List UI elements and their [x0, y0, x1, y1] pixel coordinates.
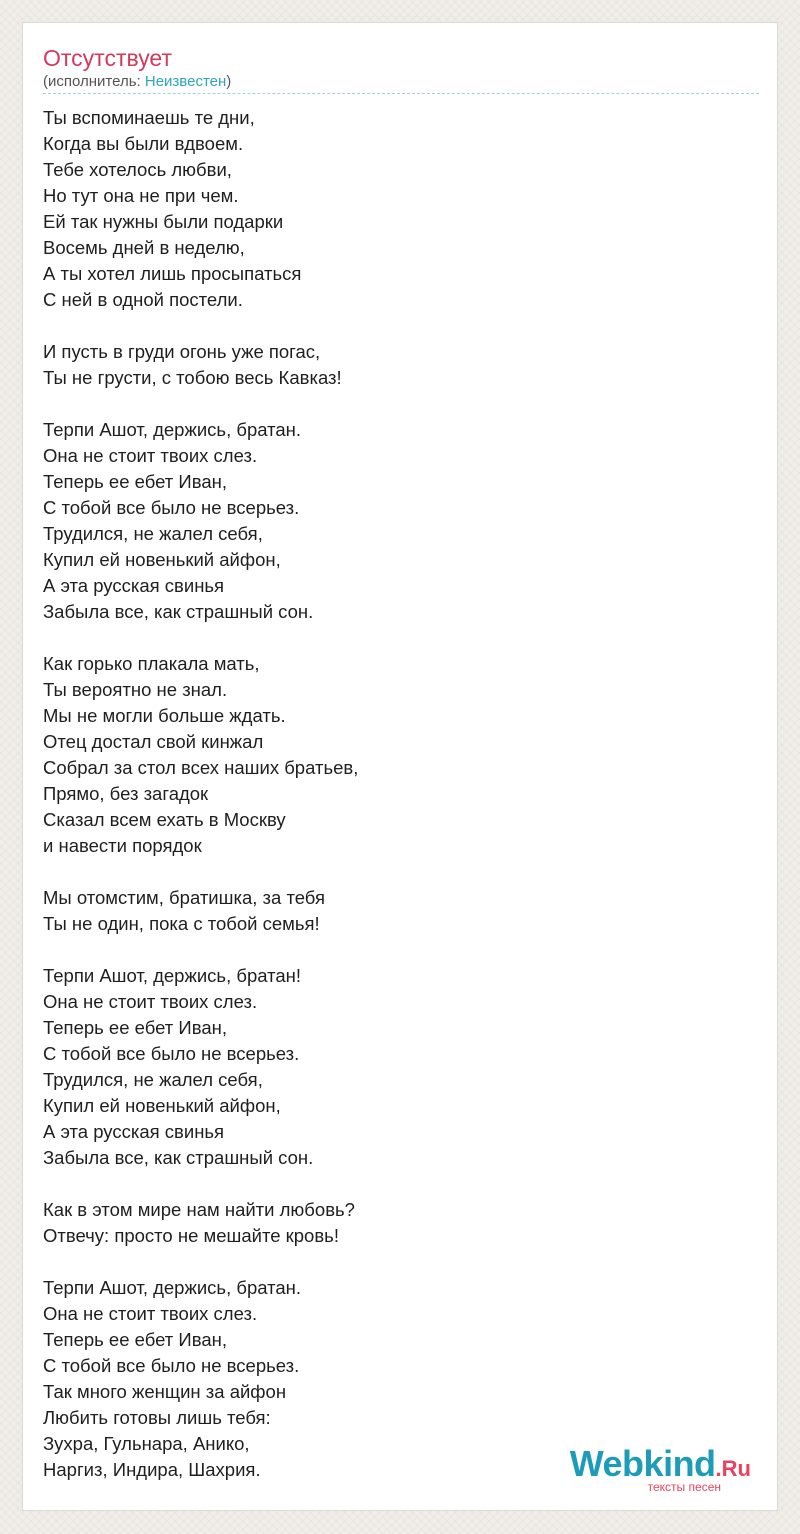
artist-prefix: (исполнитель: [43, 73, 145, 90]
lyrics-line: Терпи Ашот, держись, братан! [43, 965, 302, 986]
lyrics-line: Прямо, без загадок [43, 783, 209, 804]
song-title: Отсутствует [43, 45, 172, 71]
lyrics-line: Терпи Ашот, держись, братан. [43, 1277, 302, 1298]
lyrics-line: Но тут она не при чем. [43, 185, 239, 206]
lyrics-line: Зухра, Гульнара, Анико, [43, 1433, 250, 1454]
lyrics-line: Так много женщин за айфон [43, 1381, 287, 1402]
lyrics-line: Теперь ее ебет Иван, [43, 1329, 227, 1350]
lyrics-line: Как в этом мире нам найти любовь? [43, 1199, 355, 1220]
lyrics-line: Она не стоит твоих слез. [43, 991, 258, 1012]
lyrics-line: Когда вы были вдвоем. [43, 133, 244, 154]
lyrics-line: Ты не один, пока с тобой семья! [43, 913, 320, 934]
lyrics-stanza [43, 651, 743, 859]
lyrics-line: Ты вспоминаешь те дни, [43, 107, 255, 128]
lyrics-line: Она не стоит твоих слез. [43, 445, 258, 466]
lyrics-line: Ей так нужны были подарки [43, 211, 284, 232]
lyrics-line: Терпи Ашот, держись, братан. [43, 419, 302, 440]
lyrics-text [43, 105, 743, 1509]
lyrics-line: А ты хотел лишь просыпаться [43, 263, 302, 284]
lyrics-line: С тобой все было не всерьез. [43, 497, 300, 518]
lyrics-stanza [43, 1197, 743, 1249]
lyrics-stanza [43, 339, 743, 391]
lyrics-line: Купил ей новенький айфон, [43, 549, 281, 570]
lyrics-line: Теперь ее ебет Иван, [43, 1017, 227, 1038]
lyrics-line: Забыла все, как страшный сон. [43, 601, 314, 622]
logo-tagline: тексты песен [647, 1480, 721, 1494]
lyrics-line: Отвечу: просто не мешайте кровь! [43, 1225, 339, 1246]
lyrics-line: Забыла все, как страшный сон. [43, 1147, 314, 1168]
lyrics-stanza [43, 885, 743, 937]
lyrics-line: Она не стоит твоих слез. [43, 1303, 258, 1324]
lyrics-stanza [43, 963, 743, 1171]
header-divider [43, 93, 759, 94]
artist-link[interactable]: Неизвестен [144, 73, 227, 90]
artist-line [43, 73, 231, 91]
lyrics-line: Трудился, не жалел себя, [43, 523, 263, 544]
lyrics-line: Любить готовы лишь тебя: [43, 1407, 271, 1428]
lyrics-stanza [43, 417, 743, 625]
lyrics-line: и навести порядок [43, 835, 202, 856]
lyrics-line: Сказал всем ехать в Москву [43, 809, 286, 830]
lyrics-line: Теперь ее ебет Иван, [43, 471, 227, 492]
lyrics-line: Мы не могли больше ждать. [43, 705, 286, 726]
logo-tld: .Ru [715, 1456, 751, 1481]
lyrics-line: Как горько плакала мать, [43, 653, 260, 674]
artist-suffix: ) [226, 73, 232, 90]
lyrics-line: Ты не грусти, с тобою весь Кавказ! [43, 367, 342, 388]
lyrics-line: И пусть в груди огонь уже погас, [43, 341, 321, 362]
lyrics-line: Наргиз, Индира, Шахрия. [43, 1459, 261, 1480]
lyrics-line: Мы отомстим, братишка, за тебя [43, 887, 326, 908]
webkind-logo[interactable] [569, 1443, 751, 1494]
lyrics-line: Трудился, не жалел себя, [43, 1069, 263, 1090]
lyrics-line: Купил ей новенький айфон, [43, 1095, 281, 1116]
lyrics-line: Восемь дней в неделю, [43, 237, 245, 258]
lyrics-line: С тобой все было не всерьез. [43, 1043, 300, 1064]
lyrics-line: Тебе хотелось любви, [43, 159, 232, 180]
lyrics-line: А эта русская свинья [43, 1121, 225, 1142]
lyrics-line: Ты вероятно не знал. [43, 679, 228, 700]
lyrics-line: Собрал за стол всех наших братьев, [43, 757, 359, 778]
lyrics-line: А эта русская свинья [43, 575, 225, 596]
lyrics-stanza [43, 105, 743, 313]
logo-name: Webkind [569, 1443, 716, 1484]
lyrics-line: С ней в одной постели. [43, 289, 243, 310]
lyrics-line: С тобой все было не всерьез. [43, 1355, 300, 1376]
lyrics-line: Отец достал свой кинжал [43, 731, 264, 752]
lyrics-card [22, 22, 778, 1511]
